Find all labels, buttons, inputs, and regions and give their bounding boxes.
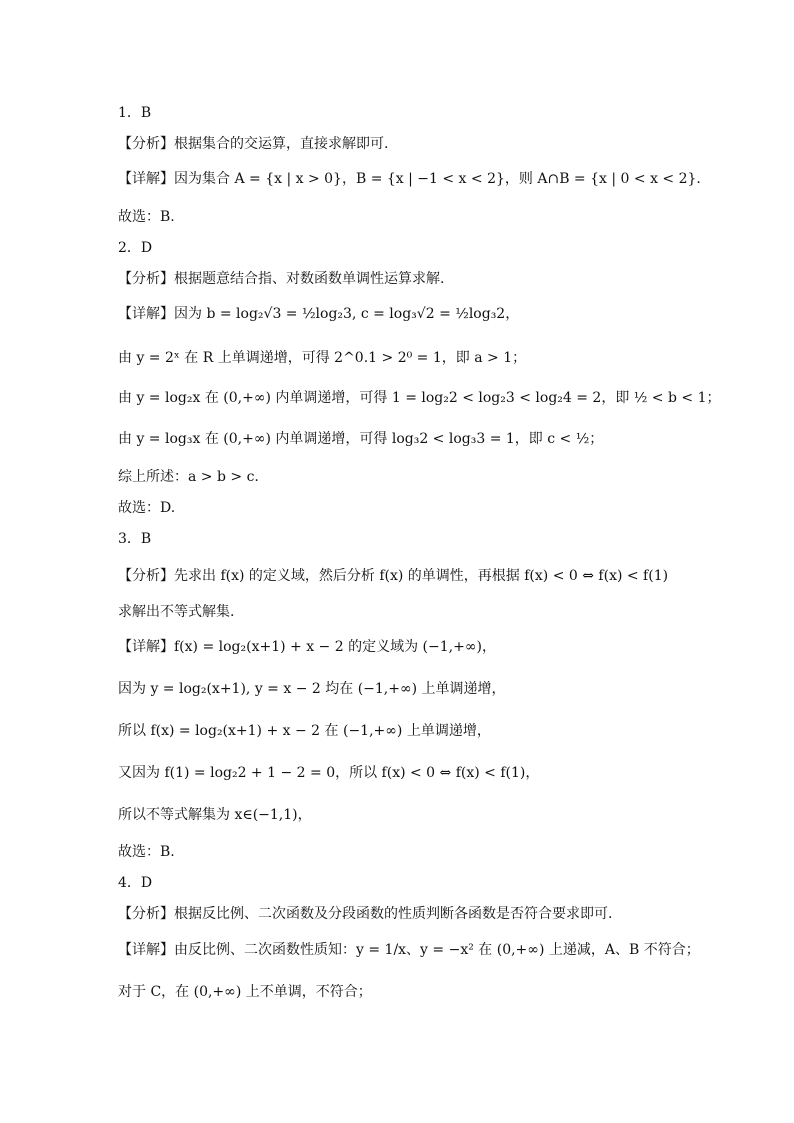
conclusion-line: 故选：D.	[118, 500, 176, 516]
answer-number: 3．B	[118, 531, 152, 547]
analysis-line: 【分析】根据反比例、二次函数及分段函数的性质判断各函数是否符合要求即可.	[118, 906, 613, 922]
analysis-line: 求解出不等式解集.	[118, 604, 235, 620]
answer-number: 1．B	[118, 105, 152, 121]
solution-line: 因为 y = log₂(x+1), y = x − 2 均在 (−1,+∞) 上单调递增，	[118, 681, 506, 697]
analysis-line: 【分析】根据集合的交运算，直接求解即可.	[118, 136, 389, 152]
solution-line: 【详解】f(x) = log₂(x+1) + x − 2 的定义域为 (−1,+∞)，	[118, 639, 496, 655]
analysis-line: 【分析】根据题意结合指、对数函数单调性运算求解.	[118, 271, 445, 287]
solution-line: 由 y = log₃x 在 (0,+∞) 内单调递增，可得 log₃2 < log₃3 = 1，即 c < ½；	[118, 431, 604, 447]
solution-line: 【详解】由反比例、二次函数性质知：y = 1/x、y = −x² 在 (0,+∞) 上递减，A、B 不符合；	[118, 942, 700, 958]
solution-line: 综上所述：a > b > c.	[118, 469, 259, 485]
answer-number: 4．D	[118, 875, 153, 891]
solution-line: 【详解】因为 b = log₂√3 = ½log₂3, c = log₃√2 = ½log₃2，	[118, 306, 520, 322]
solution-line: 又因为 f(1) = log₂2 + 1 − 2 = 0，所以 f(x) < 0 ⇔ f(x) < f(1)，	[118, 765, 540, 781]
solution-line: 所以 f(x) = log₂(x+1) + x − 2 在 (−1,+∞) 上单调递增，	[118, 723, 491, 739]
answer-number: 2．D	[118, 240, 153, 256]
solution-line: 所以不等式解集为 x∈(−1,1)，	[118, 807, 312, 823]
solution-line: 【详解】因为集合 A = {x | x > 0}，B = {x | −1 < x < 2}，则 A∩B = {x | 0 < x < 2}.	[118, 171, 701, 187]
solution-line: 对于 C，在 (0,+∞) 上不单调，不符合；	[118, 984, 372, 1000]
conclusion-line: 故选：B.	[118, 844, 175, 860]
solution-line: 由 y = log₂x 在 (0,+∞) 内单调递增，可得 1 = log₂2 < log₂3 < log₂4 = 2，即 ½ < b < 1；	[118, 390, 721, 406]
analysis-line: 【分析】先求出 f(x) 的定义域，然后分析 f(x) 的单调性，再根据 f(x) < 0 ⇔ f(x) < f(1)	[118, 568, 669, 584]
solution-line: 由 y = 2ˣ 在 R 上单调递增，可得 2^0.1 > 2⁰ = 1，即 a > 1；	[118, 350, 527, 366]
conclusion-line: 故选：B.	[118, 209, 175, 225]
